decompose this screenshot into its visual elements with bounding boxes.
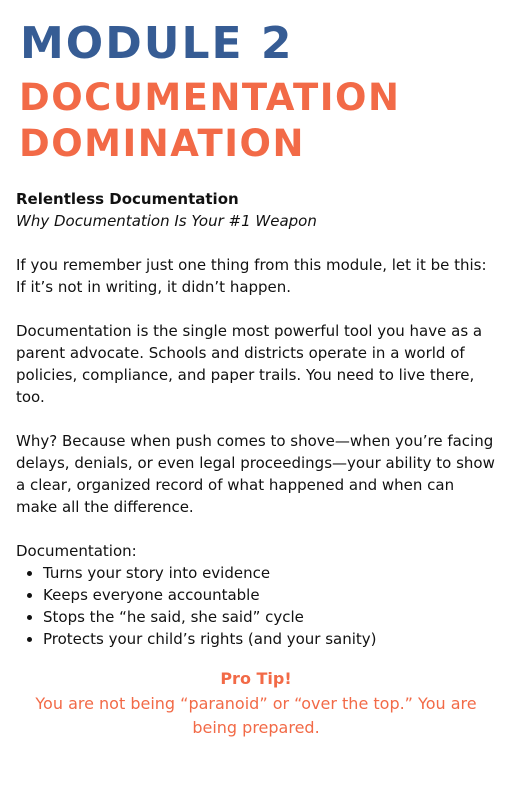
list-item-label: Protects your child’s rights (and your sanity) bbox=[43, 630, 377, 648]
module-label: MODULE 2 bbox=[20, 18, 294, 69]
pro-tip bbox=[0, 668, 512, 740]
bullet-icon bbox=[27, 593, 32, 598]
list-intro: Documentation: bbox=[16, 542, 137, 560]
list-item-label: Stops the “he said, she said” cycle bbox=[43, 608, 304, 626]
benefits-list bbox=[16, 562, 500, 650]
list-item-label: Keeps everyone accountable bbox=[43, 586, 260, 604]
module-title-line-1: DOCUMENTATION bbox=[19, 76, 401, 119]
pro-tip-title: Pro Tip! bbox=[220, 669, 292, 688]
module-title bbox=[19, 75, 499, 167]
paragraph-intro: If you remember just one thing from this module, let it be this: If it’s not in writing, it didn’t happen. bbox=[16, 256, 487, 296]
bullet-icon bbox=[27, 571, 32, 576]
list-item bbox=[24, 584, 500, 606]
paragraph-why: Why? Because when push comes to shove—when you’re facing delays, denials, or even legal proceedings—your ability to show a clear, organized record of what happened and when can make all the difference. bbox=[16, 432, 495, 516]
paragraph-importance: Documentation is the single most powerful tool you have as a parent advocate. Schools and districts operate in a world of policies, compliance, and paper trails. You need to live there, too. bbox=[16, 322, 483, 406]
list-item bbox=[24, 606, 500, 628]
bullet-icon bbox=[27, 615, 32, 620]
module-title-line-2: DOMINATION bbox=[19, 122, 305, 165]
list-item bbox=[24, 628, 500, 650]
list-item bbox=[24, 562, 500, 584]
pro-tip-body: You are not being “paranoid” or “over the top.” You are being prepared. bbox=[35, 694, 477, 737]
bullet-icon bbox=[27, 637, 32, 642]
list-item-label: Turns your story into evidence bbox=[43, 564, 271, 582]
module-content bbox=[16, 188, 500, 650]
section-heading: Relentless Documentation bbox=[16, 190, 239, 208]
section-subheading: Why Documentation Is Your #1 Weapon bbox=[16, 212, 317, 230]
